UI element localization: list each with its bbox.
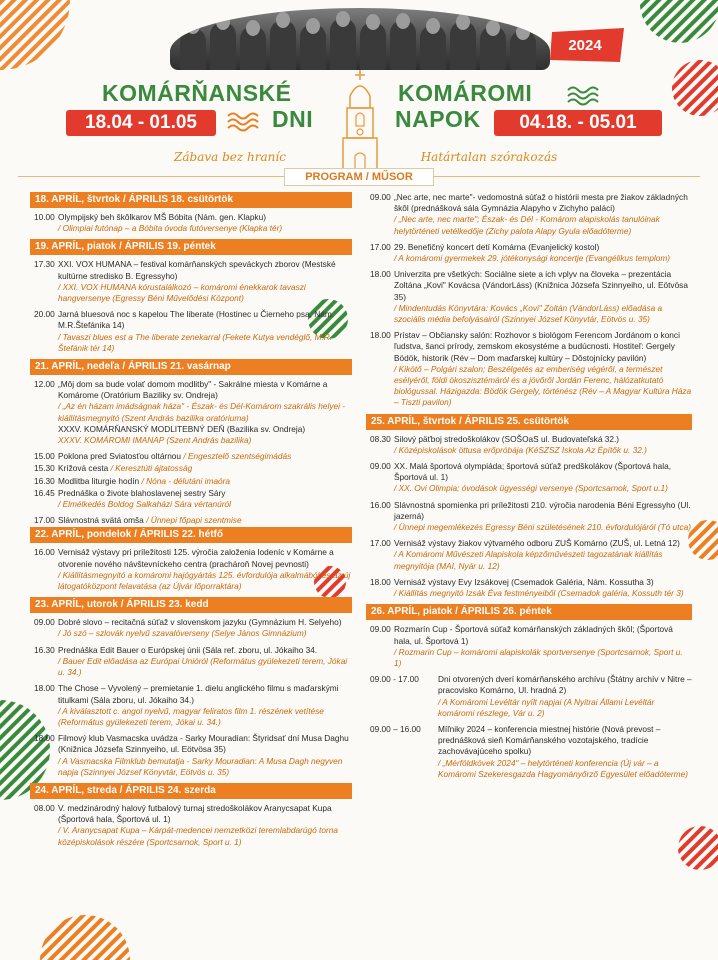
event-hu: / XXI. VOX HUMANA kórustalálkozó – komáromi énekkarok tavaszi hangversenye (Egressy Béni Művelődési Központ) xyxy=(58,281,306,304)
event-time: 18.00 xyxy=(34,683,55,694)
event-sk: Poklona pred Sviatosťou oltárnou xyxy=(58,451,182,462)
event-time: 15.00 xyxy=(34,451,55,462)
event-hu: / A kiválasztott c. angol nyelvű, magyar feliratos film 1. részének vetítése (Református gyülekezeti terem, Jókai u. 34.) xyxy=(58,705,324,727)
event-row xyxy=(366,434,692,456)
event-row xyxy=(366,724,692,780)
event-body xyxy=(58,733,352,778)
dates-sk: 18.04 - 01.05 xyxy=(66,110,216,136)
event-body xyxy=(394,242,692,264)
event-sk: XXXV. KOMÁRŇANSKÝ MODLITEBNÝ DEŇ (Bazilika sv. Ondreja) xyxy=(58,423,306,434)
event-time: 18.00 xyxy=(34,733,55,744)
event-body xyxy=(394,500,692,534)
event-sk: Univerzita pre všetkých: Sociálne siete a ich vplyv na človeka – prezentácia Zoltána „Kovi" Kovácsa (VándorLáss) (Knižnica Józsefa Szinnyeiho, ul. Eötvösa 35) xyxy=(394,269,688,302)
event-body xyxy=(58,451,352,462)
event-hu: / Keresztúti ájtatosság xyxy=(110,463,193,474)
event-body xyxy=(394,624,692,669)
event-body xyxy=(58,379,352,446)
event-time: 17.00 xyxy=(370,538,391,549)
day-header: 26. APRÍL, piatok / ÁPRILIS 26. péntek xyxy=(366,604,692,620)
event-hu: / Jó szó – szlovák nyelvű szavalóverseny (Selye János Gimnázium) xyxy=(58,628,307,639)
event-sk: Slávnostná svätá omša xyxy=(58,515,144,526)
event-body xyxy=(58,259,352,304)
event-body xyxy=(58,617,352,639)
event-row xyxy=(30,515,352,526)
event-sk: „Môj dom sa bude volať domom modlitby" - Sakrálne miesta v Komárne a Komárome (Oratórium Baziliky sv. Ondreja) xyxy=(58,379,328,401)
event-hu: / Középiskolások öttusa erőpróbája (KéSZSZ Iskola Az Építők u. 32.) xyxy=(394,444,647,455)
event-row xyxy=(366,242,692,264)
event-hu: / A Komáromi Művészeti Alapiskola képzőművészeti tagozatának kiállítás megnyitója (MAI, Nyár u. 12) xyxy=(394,549,663,571)
event-row xyxy=(30,309,352,354)
event-sk: The Chose – Vyvolený – premietanie 1. dielu anglického filmu s maďarskými titulkami (Sála zboru, ul. Jókaiho 34.) xyxy=(58,683,339,705)
event-time: 16.30 xyxy=(34,644,55,655)
event-hu: / Ünnepi megemlékezés Egressy Béni születésének 210. évfordulójáról (Tó utca) xyxy=(394,522,691,533)
event-time: 12.00 xyxy=(34,379,55,390)
event-time: 17.00 xyxy=(370,241,391,252)
event-row xyxy=(366,538,692,572)
event-body xyxy=(58,463,352,474)
wave-icon-left xyxy=(226,110,266,132)
event-hu: / A komáromi gyermekek 29. jótékonysági koncertje (Evangélikus templom) xyxy=(394,253,671,264)
title-sk-dni: DNI xyxy=(272,106,314,132)
event-sk: Vernisáž výstavy Evy Izsákovej (Csemadok Galéria, Nám. Kossutha 3) xyxy=(394,576,654,587)
church-tower-icon xyxy=(325,66,395,176)
event-time: 10.00 xyxy=(34,212,55,222)
day-header: 21. APRÍL, nedeľa / ÁPRILIS 21. vasárnap xyxy=(30,359,352,375)
event-sk: Modlitba liturgie hodín xyxy=(58,475,140,486)
event-body xyxy=(58,645,352,679)
event-body xyxy=(58,547,352,592)
event-time: 17.30 xyxy=(34,259,55,270)
event-row xyxy=(366,674,692,719)
event-time: 09.00 xyxy=(370,624,391,635)
event-body xyxy=(58,212,352,234)
event-sk: Prednáška Edit Bauer o Európskej únii (Sála ref. zboru, ul. Jókaiho 34. xyxy=(58,644,318,655)
event-hu: / Ünnepi főpapi szentmise xyxy=(146,515,242,526)
event-body xyxy=(58,683,352,728)
event-body xyxy=(394,434,692,456)
event-time: 16.00 xyxy=(34,547,55,558)
event-body xyxy=(394,461,692,495)
event-hu: / Elmélkedés Boldog Salkaházi Sára vértanúról xyxy=(58,499,231,510)
event-time: 16.30 xyxy=(34,475,55,486)
event-row xyxy=(366,330,692,408)
event-row xyxy=(30,259,352,304)
event-sk: „Nec arte, nec marte"- vedomostná súťaž o histórii mesta pre žiakov základných škôl (prednášková sála Gymnázia Alapyho v Zichyho paláci) xyxy=(394,192,688,214)
event-row xyxy=(366,624,692,669)
event-hu: / Bauer Edit előadása az Európai Unióról (Református gyülekezeti terem, Jókai u. 34.) xyxy=(58,655,348,678)
event-time: 17.00 xyxy=(34,515,55,526)
event-sk: V. medzinárodný halový futbalový turnaj stredoškolákov Aranycsapat Kupa (Športová hala, Športová ul. 1) xyxy=(58,802,332,825)
event-hu: / Nóna - délutáni imaóra xyxy=(141,475,231,486)
title-hu: KOMÁROMI xyxy=(398,80,533,106)
event-time: 18.00 xyxy=(370,269,391,280)
event-sk: XXI. VOX HUMANA – festival komárňanských speváckych zborov (Mestské kultúrne stredisko B. Egressyho) xyxy=(58,259,336,281)
event-hu: / Tavaszi blues est a The liberate zenekarral (Fekete Kutya vendéglő, M.R. Štefánik tér 14) xyxy=(58,331,333,353)
day-header: 23. APRÍL, utorok / ÁPRILIS 23. kedd xyxy=(30,597,352,613)
event-hu: / Olimpiai futónap – a Bóbita óvoda futóversenye (Klapka tér) xyxy=(58,223,283,234)
event-sk: Krížová cesta xyxy=(58,463,109,474)
event-row xyxy=(30,733,352,778)
event-hu: / V. Aranycsapat Kupa – Kárpát-medencei nemzetközi teremlabdarúgó torna középiskolások részére (Sportcsarnok, Sport u. 1) xyxy=(58,825,338,847)
event-hu: / Mindentudás Könyvtára: Kovács „Kovi" Zoltán (VándorLáss) előadása a szociális média befolyásairól (Szinnyei József Könyvtár, Eötvös u. 35) xyxy=(394,302,663,325)
title-sk: KOMÁRŇANSKÉ xyxy=(102,80,292,106)
event-time: 09.00 xyxy=(370,192,391,202)
event-row xyxy=(30,645,352,679)
event-hu: / Kikötő – Polgári szalon; Beszélgetés az emberiség végéről, a természet esélyéről, földi ökoszisztémáról és a jövőről Jordán Ferenc, hálózatkutató biológussal. Házigazda: Bödök Gergely, történész (Rév – A Magyar Kultúra Háza – Tiszti pavilon) xyxy=(394,363,692,408)
event-time: 08.30 xyxy=(370,433,391,444)
event-body xyxy=(394,577,692,599)
event-hu: / XX. Ovi Olimpia; óvodások ügyességi versenye (Sportcsarnok, Sport u.1) xyxy=(394,483,668,494)
event-body xyxy=(58,515,352,526)
day-header: 18. APRÍL, štvrtok / ÁPRILIS 18. csütörtök xyxy=(30,192,352,208)
event-sk: Prednáška o živote blahoslavenej sestry Sáry xyxy=(58,487,226,498)
day-header: 25. APRÍL, štvrtok / ÁPRILIS 25. csütörtök xyxy=(366,414,692,430)
left-column xyxy=(30,192,352,853)
event-row xyxy=(30,463,352,474)
event-row xyxy=(366,577,692,599)
event-row xyxy=(366,461,692,495)
event-body xyxy=(394,538,692,572)
event-body xyxy=(58,803,352,848)
event-row xyxy=(30,617,352,639)
event-time: 08.00 xyxy=(34,802,55,813)
event-time: 09.00 – 16.00 xyxy=(370,723,421,734)
event-time: 16.00 xyxy=(370,499,391,510)
event-row xyxy=(366,192,692,237)
event-hu: / „Mérföldkövek 2024" – helytörténeti konferencia (Új vár – a Komáromi Szekeresgazda Hagyományőrző Egyesület előadóterme) xyxy=(438,757,688,779)
event-row xyxy=(30,212,352,234)
event-time: 09.00 - 17.00 xyxy=(370,674,419,685)
event-row xyxy=(30,451,352,462)
event-time: 16.45 xyxy=(34,487,55,498)
event-sk: Vernisáž výstavy žiakov výtvarného odboru ZUŠ Komárno (ZUŠ, ul. Letná 12) xyxy=(394,538,680,549)
event-row xyxy=(30,683,352,728)
event-hu: / „Az én házam imádságnak háza" - Észak- és Dél-Komárom szakrális helyei - kiállításmegnyitó (Szent András bazilika oratóriuma) xyxy=(58,401,345,423)
slogan-hu: Határtalan szórakozás xyxy=(420,150,558,164)
event-row xyxy=(30,476,352,487)
event-body xyxy=(438,674,692,719)
event-time: 09.00 xyxy=(34,617,55,628)
event-row xyxy=(366,500,692,534)
event-hu: / Kiállításmegnyitó a komáromi hajógyártás 125. évfordulója alkalmából és az új látogatóközpont felavatása (az Újvár lőporraktára) xyxy=(58,569,351,592)
event-row xyxy=(30,488,352,510)
event-hu: / Engesztelő szentségimádás xyxy=(183,451,292,462)
event-sk: Rozmarín Cup - Športová súťaž komárňanských základných škôl; (Športová hala, ul. Športová 1) xyxy=(394,624,673,646)
event-row xyxy=(366,269,692,325)
event-hu: / A Vasmacska Filmklub bemutatja - Sarky Mouradian: A Musa Dagh negyven napja (Szinnyei József Könyvtár, Eötvös u. 35) xyxy=(58,755,343,777)
event-sk: 29. Benefičný koncert detí Komárna (Evanjelický kostol) xyxy=(394,241,600,252)
title-hu-napok: NAPOK xyxy=(395,106,481,132)
event-sk: Prístav – Občiansky salón: Rozhovor s biológom Ferencom Jordánom o konci ľudstva, šanci prírody, zemskom ekosystéme a budúcnosti. Hostiteľ: Gergely Bödök, historik (Rév – Dom maďarskej kultúry – Dôstojnícky pavilón) xyxy=(394,330,680,363)
event-sk: Silový päťboj stredoškolákov (SOŠOaS ul. Budovateľská 32.) xyxy=(394,433,620,444)
event-hu: / A Komáromi Levéltár nyílt napjai (A Nyitrai Állami Levéltár komáromi részlege, Vár u. 2) xyxy=(438,696,655,718)
event-hu: / Kiállítás megnyitó Izsák Éva festményeiből (Csemadok galéria, Kossuth tér 3) xyxy=(394,588,684,599)
event-body xyxy=(58,488,352,510)
event-sk: Dni otvorených dverí komárňanského archívu (Štátny archív v Nitre – pracovisko Komárno, Ul. hradná 2) xyxy=(438,674,692,696)
day-header: 24. APRÍL, streda / ÁPRILIS 24. szerda xyxy=(30,783,352,799)
event-sk: Olympijský beh škôlkarov MŠ Bóbita (Nám. gen. Klapku) xyxy=(58,212,266,222)
event-row xyxy=(30,379,352,446)
event-body xyxy=(58,309,352,354)
event-sk: XX. Malá športová olympiáda; športová súťaž predškolákov (Športová hala, Športová ul. 1) xyxy=(394,461,672,483)
event-time: 18.00 xyxy=(370,576,391,587)
year-label: 2024 xyxy=(568,37,602,54)
event-sk: Míľniky 2024 – konferencia miestnej histórie (Nová prevost – prednášková sieň Komárňanského vozotajského, tradície zachovávajúceho spolku) xyxy=(438,723,661,757)
event-row xyxy=(30,547,352,592)
event-body xyxy=(58,476,352,487)
event-sk: Jarná bluesová noc s kapelou The liberate (Hostinec u Čierneho psa, Nám. M.R.Štefánika 14) xyxy=(58,309,335,331)
event-body xyxy=(394,330,692,408)
event-time: 09.00 xyxy=(370,461,391,472)
event-hu: / Rozmarin Cup – komáromi alapiskolák sportversenye (Sportcsarnok, Sport u. 1) xyxy=(394,646,683,668)
slogan-sk: Zábava bez hraníc xyxy=(174,150,286,164)
event-hu: XXXV. KOMÁROMI IMANAP (Szent András bazilika) xyxy=(58,435,252,446)
band-photo xyxy=(170,8,550,70)
dates-hu: 04.18. - 05.01 xyxy=(494,110,662,136)
event-time: 20.00 xyxy=(34,309,55,320)
event-time: 15.30 xyxy=(34,463,55,474)
header xyxy=(0,0,718,190)
event-time: 18.00 xyxy=(370,330,391,341)
wave-icon-right xyxy=(566,84,606,106)
event-body xyxy=(438,724,692,780)
event-body xyxy=(394,192,692,237)
right-column xyxy=(366,192,692,785)
event-sk: Slávnostná spomienka pri príležitosti 210. výročia narodenia Béni Egressyho (Ul. jazerná) xyxy=(394,499,691,521)
event-hu: / „Nec arte, nec marte"; Észak- és Dél - Komárom alapiskolás tanulóinak helytörténeti vetélkedője (Zichy palota Alapy Gyula előadóterme) xyxy=(394,214,660,236)
day-header: 22. APRÍL, pondelok / ÁPRILIS 22. hétfő xyxy=(30,527,352,543)
day-header: 19. APRÍL, piatok / ÁPRILIS 19. péntek xyxy=(30,239,352,255)
event-body xyxy=(394,269,692,325)
event-sk: Vernisáž výstavy pri príležitosti 125. výročia založenia lodeníc v Komárne a otvorenie nového návštevníckeho centra (prachároň Novej pevnosti) xyxy=(58,547,334,569)
program-label: PROGRAM / MŰSOR xyxy=(284,168,434,186)
event-sk: Filmový klub Vasmacska uvádza - Sarky Mouradian: Štyridsať dní Musa Daghu (Knižnica Józsefa Szinnyeiho, ul. Eötvösa 35) xyxy=(58,733,349,755)
event-sk: Dobré slovo – recitačná súťaž v slovenskom jazyku (Gymnázium H. Selyeho) xyxy=(58,617,342,628)
event-row xyxy=(30,803,352,848)
